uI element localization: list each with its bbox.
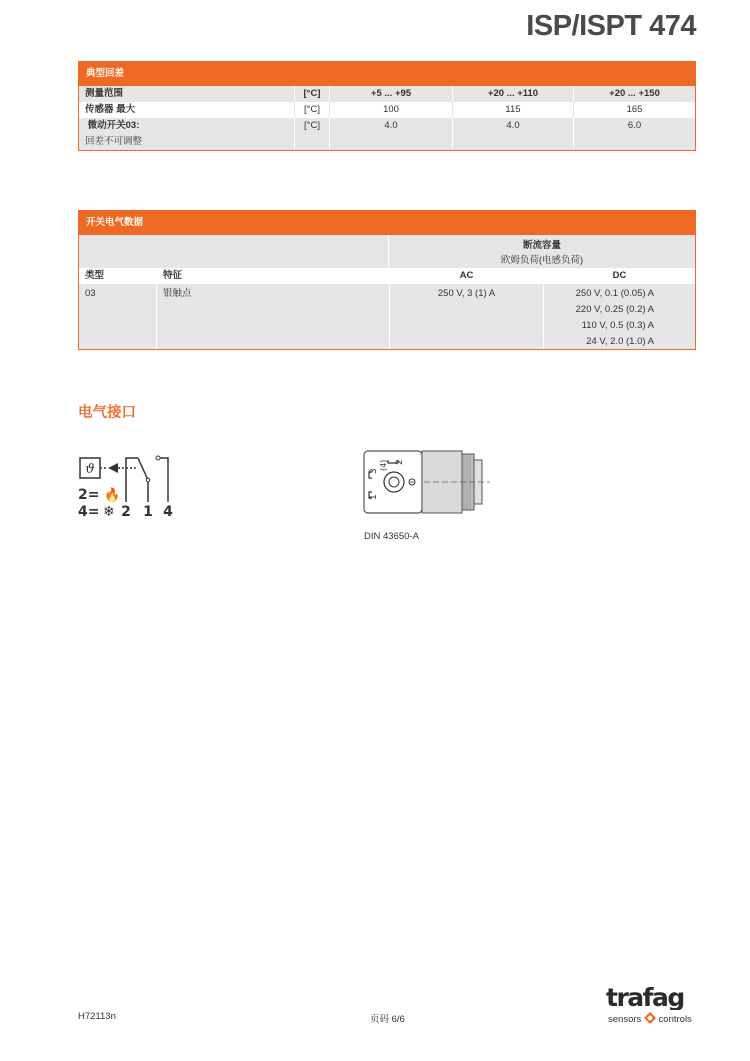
hysteresis-table [78, 61, 696, 151]
row-label: 微动开关03: [85, 120, 140, 131]
value-cell: 4.0 [384, 120, 398, 131]
hysteresis-table-title: 典型回差 [79, 62, 695, 86]
electrical-data-table [78, 210, 696, 350]
terminal-4-label: 4 [163, 504, 173, 520]
connection-section-title: 电气接口 [78, 405, 136, 421]
column-header-ac: AC [389, 268, 543, 284]
dc-value: 220 V, 0.25 (0.2) A [575, 304, 654, 315]
trafag-logo [604, 984, 699, 1010]
arrow-icon [108, 463, 118, 473]
document-title: ISP/ISPT 474 [526, 10, 696, 42]
ac-cell: 250 V, 3 (1) A [389, 284, 543, 349]
pin-2-label: 2 [395, 459, 405, 465]
dc-value: 110 V, 0.5 (0.3) A [581, 320, 654, 331]
row-note: 回差不可调整 [85, 136, 143, 147]
value-cell: 165 [626, 104, 643, 115]
theta-symbol: ϑ [85, 462, 95, 477]
table-row [79, 284, 695, 349]
plug-caption: DIN 43650-A [364, 531, 419, 542]
flame-icon: 🔥 [104, 488, 121, 503]
dc-value: 250 V, 0.1 (0.05) A [575, 288, 654, 299]
pin-1-label: 1 [369, 494, 379, 500]
dc-cell [543, 284, 695, 349]
row-label-cell [79, 118, 294, 150]
type-cell: 03 [85, 288, 96, 299]
column-header-type: 类型 [85, 270, 105, 281]
page-number: 页码 6/6 [370, 1014, 405, 1025]
unit-cell: [°C] [294, 86, 330, 102]
value-cell: 4.0 [452, 118, 574, 150]
load-type-label: 欧姆负荷(电感负荷) [500, 255, 584, 266]
symbol-line-2: 2= [78, 487, 100, 503]
brand-sub-sensors: sensors [608, 1014, 642, 1025]
symbol-line-4: 4= [78, 504, 100, 520]
row-label: 传感器 最大 [85, 104, 136, 115]
column-header-feature: 特征 [156, 268, 389, 284]
value-cell: 6.0 [627, 120, 642, 131]
pin-3-label: 3 [369, 468, 379, 474]
column-header-dc: DC [543, 268, 695, 284]
unit-cell: [°C] [294, 102, 330, 118]
dc-value: 24 V, 2.0 (1.0) A [586, 336, 654, 347]
terminal-1-label: 1 [143, 504, 153, 520]
brand-name: trafag [606, 984, 684, 1010]
value-cell: 100 [383, 104, 399, 115]
snowflake-icon: ❄ [103, 504, 115, 520]
row-label: 测量范围 [85, 88, 124, 99]
table-row [79, 86, 695, 102]
diamond-logo-icon [644, 1012, 656, 1024]
switch-schematic-diagram [78, 452, 188, 522]
table-row [79, 118, 695, 150]
value-cell: 115 [452, 102, 574, 118]
column-header-row [79, 268, 695, 284]
brand-tagline [608, 1012, 692, 1025]
breaking-capacity-header [389, 235, 695, 268]
brand-sub-controls: controls [658, 1014, 692, 1025]
unit-cell: [°C] [294, 118, 330, 150]
din-plug-drawing [362, 448, 492, 523]
value-cell: +20 ... +150 [609, 88, 660, 99]
terminal-2-label: 2 [121, 504, 131, 520]
table-row [79, 102, 695, 118]
breaking-capacity-label: 断流容量 [522, 240, 561, 251]
feature-cell: 银触点 [156, 284, 389, 349]
pin-4-label: (4) [379, 459, 388, 471]
value-cell: +20 ... +110 [452, 86, 574, 102]
electrical-table-title: 开关电气数据 [79, 211, 695, 235]
table-header-row [79, 235, 695, 268]
value-cell: +5 ... +95 [370, 88, 412, 99]
document-number: H72113n [78, 1011, 116, 1022]
